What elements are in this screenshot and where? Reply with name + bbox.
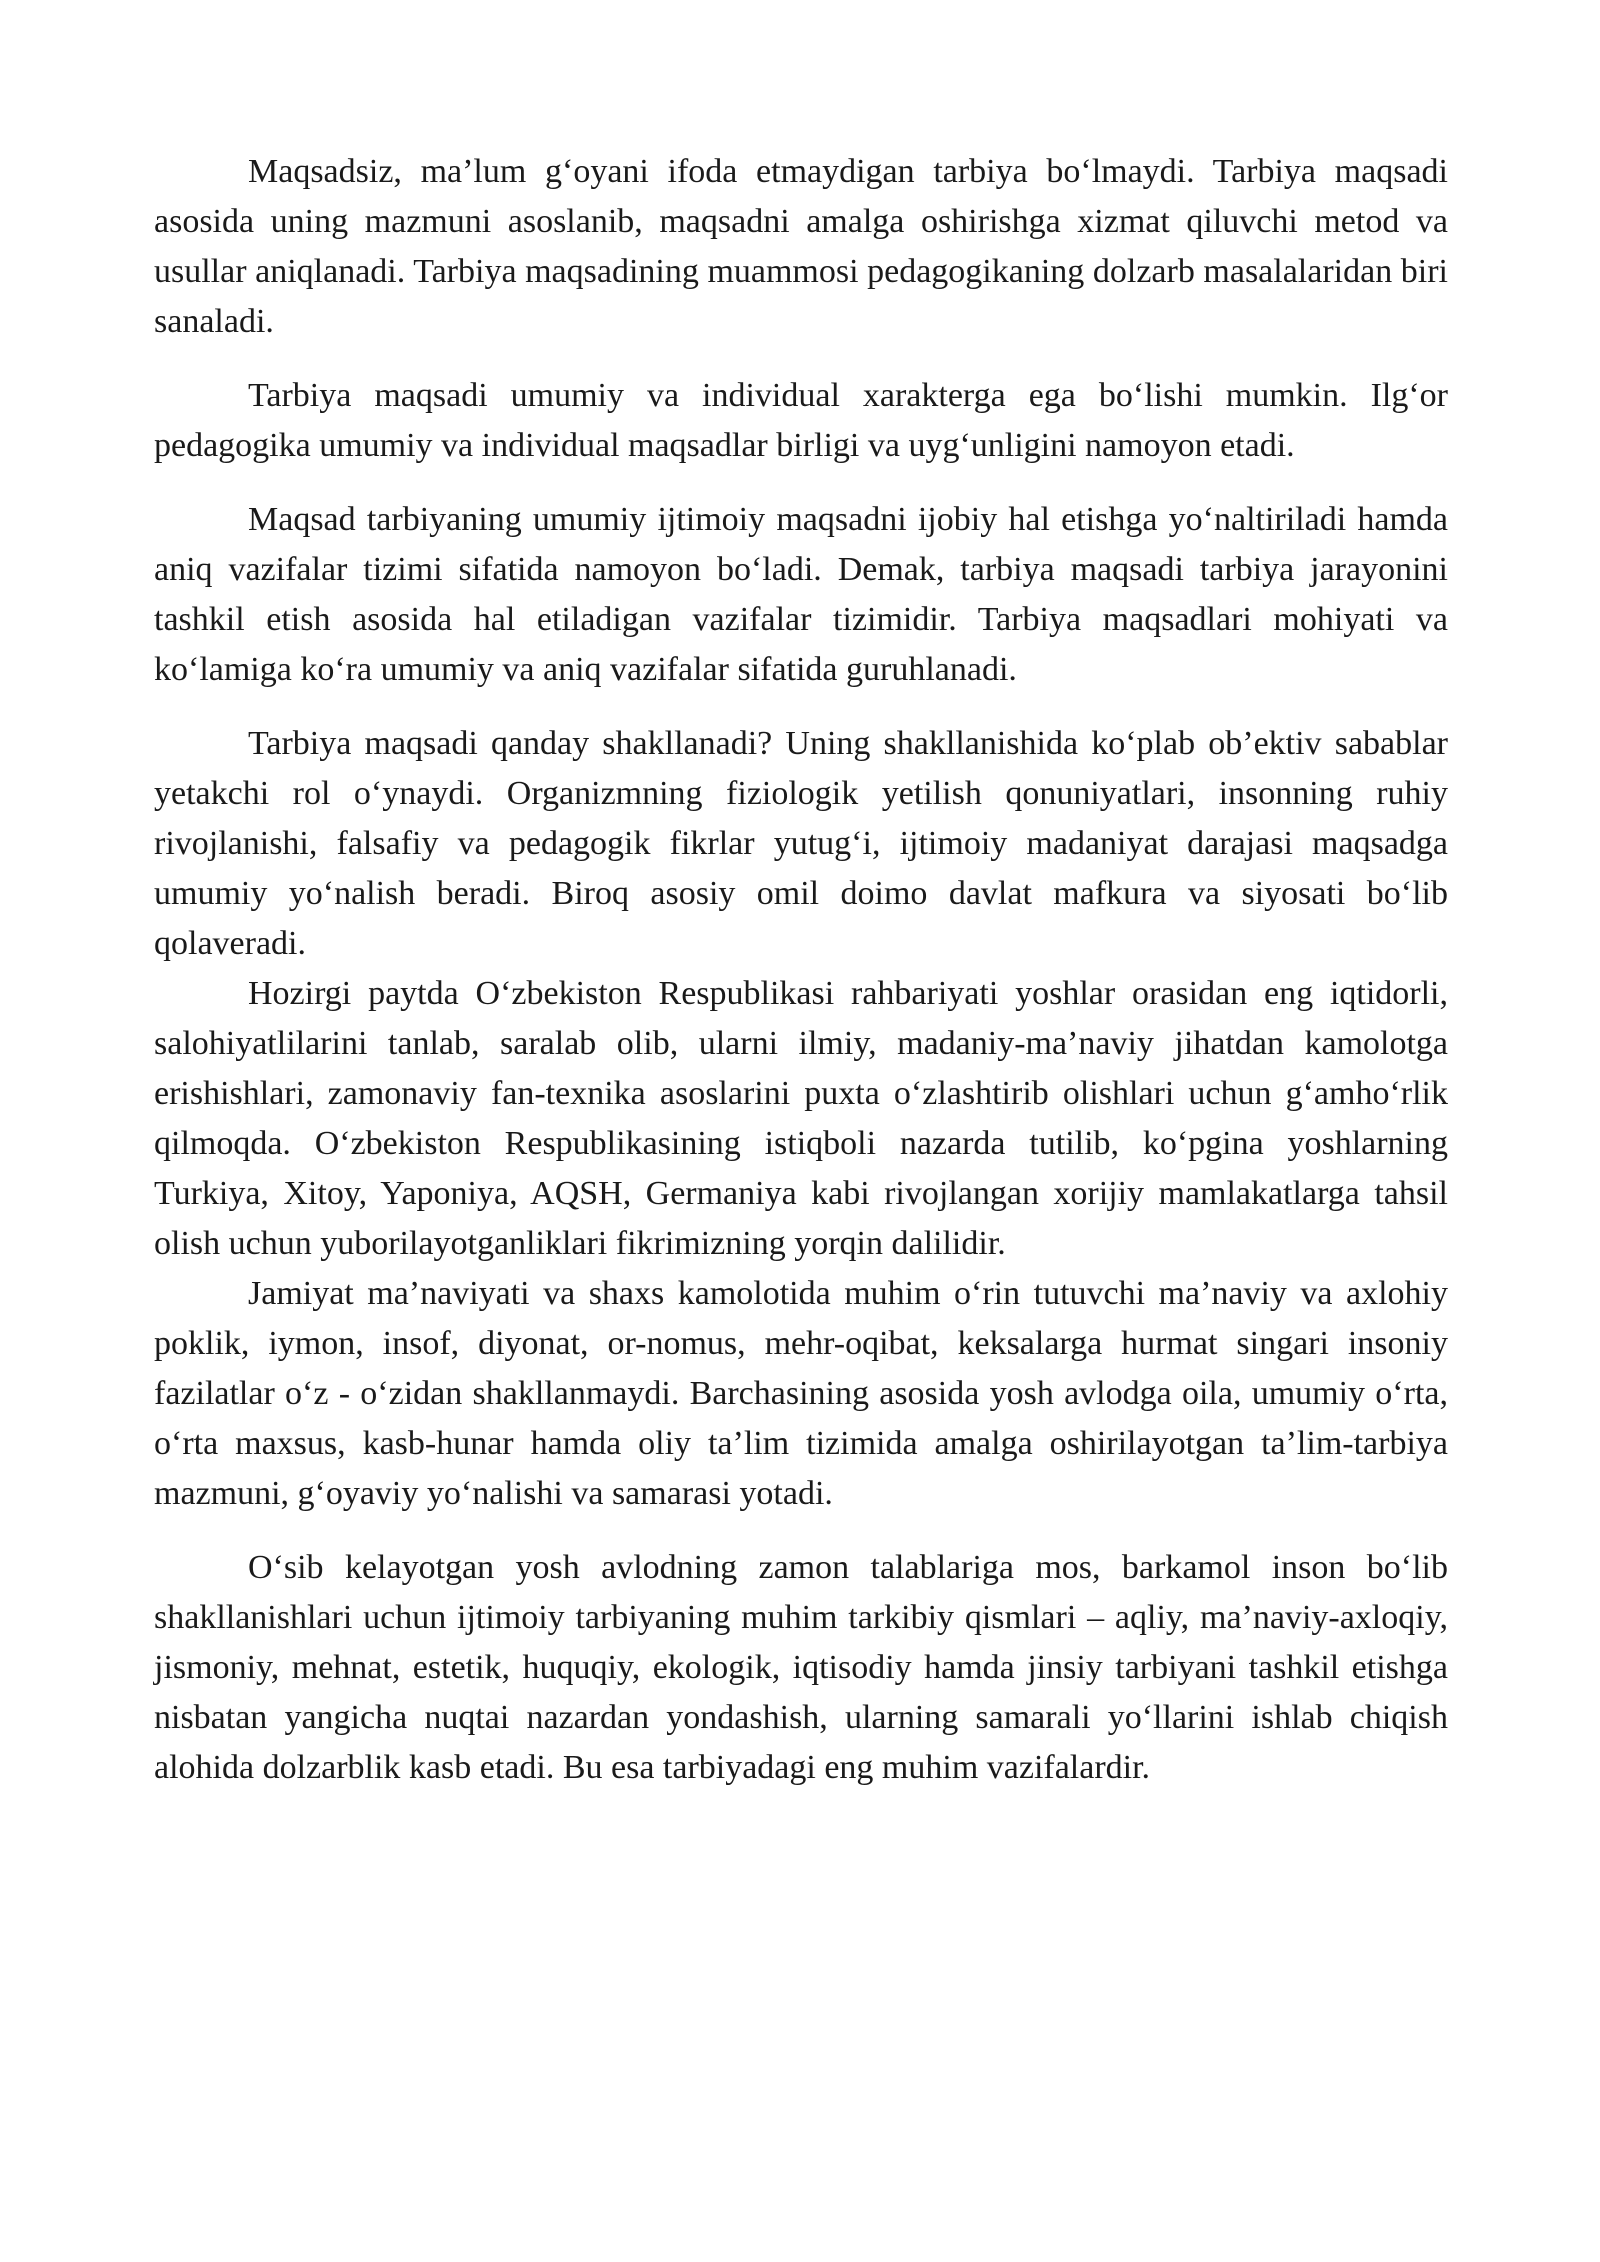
paragraph-goal-formation: Tarbiya maqsadi qanday shakllanadi? Uning shakllanishida ko‘plab ob’ektiv sabablar yetakchi rol o‘ynaydi. Organizmning fiziologik yetilish qonuniyatlari, insonning ruhiy rivojlanishi, falsafiy va pedagogik fikrlar yutug‘i, ijtimoiy madaniyat darajasi maqsadga umumiy yo‘nalish beradi. Biroq asosiy omil doimo davlat mafkura va siyosati bo‘lib qolaveradi. bbox=[154, 725, 1448, 962]
paragraph-spiritual-values: Jamiyat ma’naviyati va shaxs kamolotida muhim o‘rin tutuvchi ma’naviy va axlohiy poklik, iymon, insof, diyonat, or-nomus, mehr-oqibat, keksalarga hurmat singari insoniy fazilatlar o‘z - o‘zidan shakllanmaydi. Barchasining asosida yosh avlodga oila, umumiy o‘rta, o‘rta maxsus, kasb-hunar hamda oliy ta’lim tizimida amalga oshirilayotgan ta’lim-tarbiya mazmuni, g‘oyaviy yo‘nalishi va samarasi yotadi. bbox=[154, 1275, 1448, 1512]
paragraph-uzbekistan-youth: Hozirgi paytda O‘zbekiston Respublikasi rahbariyati yoshlar orasidan eng iqtidorli, salohiyatlilarini tanlab, saralab olib, ularni ilmiy, madaniy-ma’naviy jihatdan kamolotga erishishlari, zamonaviy fan-texnika asoslarini puxta o‘zlashtirib olishlari uchun g‘amho‘rlik qilmoqda. O‘zbekiston Respublikasining istiqboli nazarda tutilib, ko‘pgina yoshlarning Turkiya, Xitoy, Yaponiya, AQSH, Germaniya kabi rivojlangan xorijiy mamlakatlarga tahsil olish uchun yuborilayotganliklari fikrimizning yorqin dalilidir. bbox=[154, 975, 1448, 1262]
paragraph-task-system: Maqsad tarbiyaning umumiy ijtimoiy maqsadni ijobiy hal etishga yo‘naltiriladi hamda aniq vazifalar tizimi sifatida namoyon bo‘ladi. Demak, tarbiya maqsadi tarbiya jarayonini tashkil etish asosida hal etiladigan vazifalar tizimidir. Tarbiya maqsadlari mohiyati va ko‘lamiga ko‘ra umumiy va aniq vazifalar sifatida guruhlanadi. bbox=[154, 501, 1448, 688]
document-page bbox=[154, 147, 1448, 1793]
paragraph-upbringing-components: O‘sib kelayotgan yosh avlodning zamon talablariga mos, barkamol inson bo‘lib shakllanishlari uchun ijtimoiy tarbiyaning muhim tarkibiy qismlari – aqliy, ma’naviy-axloqiy, jismoniy, mehnat, estetik, huquqiy, ekologik, iqtisodiy hamda jinsiy tarbiyani tashkil etishga nisbatan yangicha nuqtai nazardan yondashish, ularning samarali yo‘llarini ishlab chiqish alohida dolzarblik kasb etadi. Bu esa tarbiyadagi eng muhim vazifalardir. bbox=[154, 1549, 1448, 1786]
paragraph-goal-definition: Maqsadsiz, ma’lum g‘oyani ifoda etmaydigan tarbiya bo‘lmaydi. Tarbiya maqsadi asosida uning mazmuni asoslanib, maqsadni amalga oshirishga xizmat qiluvchi metod va usullar aniqlanadi. Tarbiya maqsadining muammosi pedagogikaning dolzarb masalalaridan biri sanaladi. bbox=[154, 153, 1448, 340]
paragraph-general-individual: Tarbiya maqsadi umumiy va individual xarakterga ega bo‘lishi mumkin. Ilg‘or pedagogika umumiy va individual maqsadlar birligi va uyg‘unligini namoyon etadi. bbox=[154, 377, 1448, 464]
